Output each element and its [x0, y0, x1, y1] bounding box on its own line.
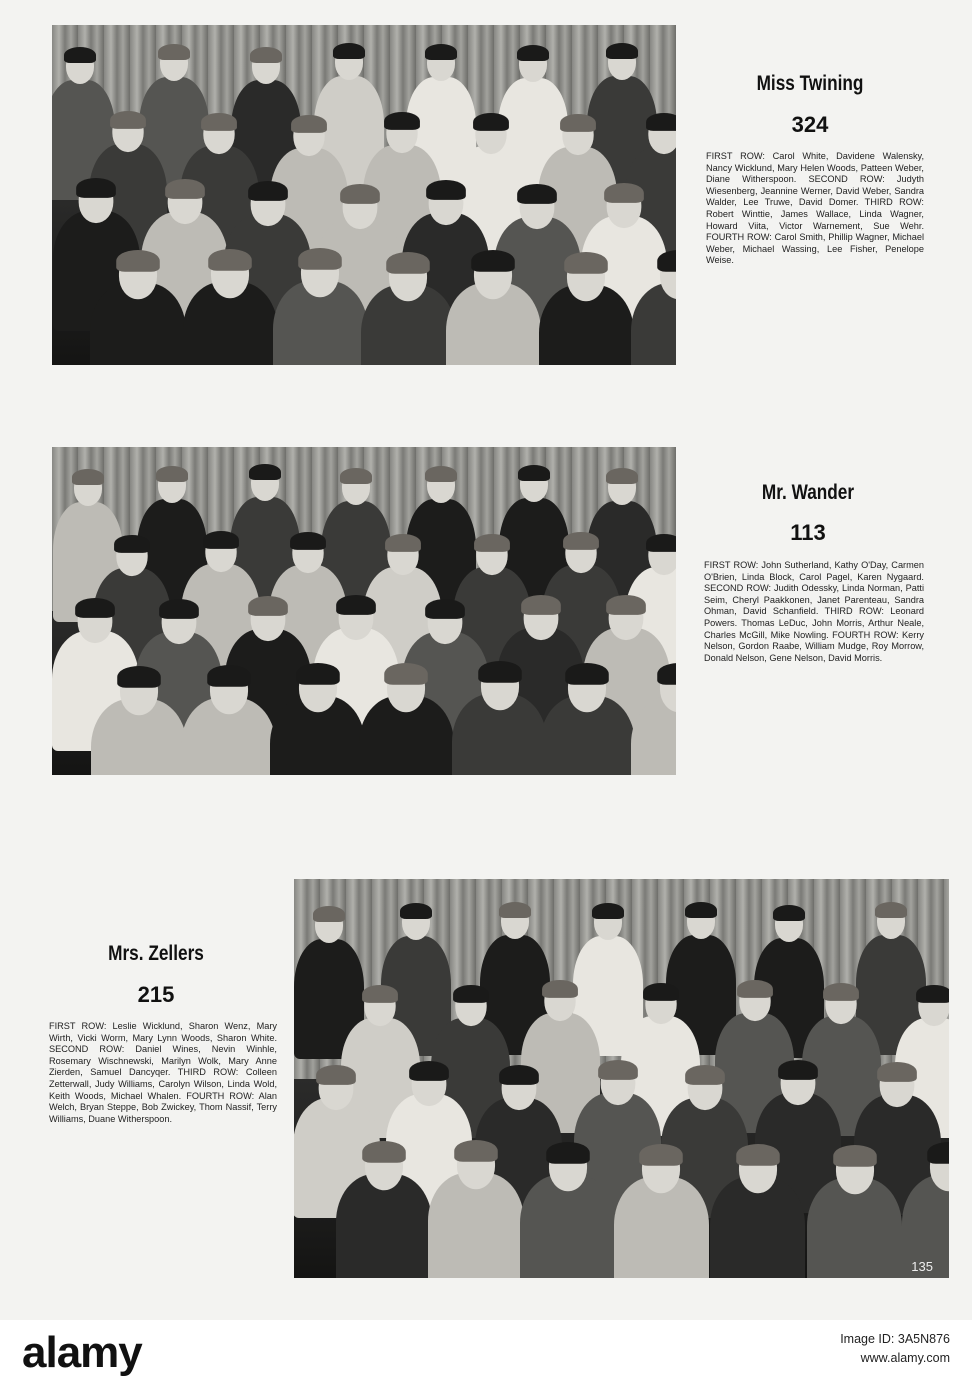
- student-hair: [647, 113, 676, 131]
- student-hair: [928, 1142, 949, 1164]
- student-silhouette: [183, 252, 278, 365]
- section-3-room: 215: [137, 982, 175, 1007]
- section-2-teacher: Mr. Wander: [761, 481, 855, 504]
- student-hair: [518, 465, 550, 481]
- student-hair: [640, 1144, 684, 1166]
- student-hair: [76, 598, 116, 618]
- page-number: 135: [911, 1259, 933, 1274]
- student-silhouette: [614, 1147, 709, 1278]
- student-hair: [646, 534, 676, 552]
- student-hair: [409, 1061, 449, 1081]
- student-hair: [110, 111, 146, 129]
- student-hair: [299, 248, 343, 270]
- section-3-teacher: Mrs. Zellers: [108, 942, 204, 965]
- student-hair: [454, 1140, 498, 1162]
- student-hair: [333, 43, 365, 59]
- student-hair: [248, 181, 288, 201]
- student-hair: [291, 115, 327, 133]
- student-silhouette: [520, 1145, 615, 1278]
- student-hair: [824, 983, 860, 1001]
- student-hair: [165, 179, 205, 199]
- section-1-caption: FIRST ROW: Carol White, Davidene Walensky, Nancy Wicklund, Mary Helen Woods, Patteen Weber, Diane Witherspoon. SECOND ROW: Judyth Wiesenberg, Jeannine Werner, David Weber, Sandra Walder, Lee Truwe, David Domer. THIRD ROW: Robert Winttie, James Wallace, Linda Wagner, Howard Viita, Victor Warnement, Sue Wehr. FOURTH ROW: Carol Smith, Phillip Wagner, Michael Weber, Michael Wassing, Lee Fisher, Penelope Weise.: [706, 151, 924, 266]
- student-hair: [685, 902, 717, 918]
- student-hair: [592, 903, 624, 919]
- student-hair: [564, 252, 608, 274]
- student-hair: [546, 1142, 590, 1164]
- student-hair: [248, 596, 288, 616]
- section-2-room: 113: [790, 520, 826, 545]
- student-hair: [117, 666, 161, 688]
- student-hair: [426, 599, 466, 619]
- student-hair: [425, 466, 457, 482]
- student-hair: [657, 663, 676, 685]
- student-hair: [250, 47, 282, 63]
- student-hair: [606, 595, 646, 615]
- student-hair: [201, 113, 237, 131]
- class-photo-mr-wander: [52, 447, 676, 775]
- student-hair: [156, 466, 188, 482]
- student-silhouette: [540, 666, 635, 775]
- student-silhouette: [270, 666, 365, 775]
- student-hair: [76, 178, 116, 198]
- student-hair: [340, 184, 380, 204]
- class-photo-mrs-zellers: [294, 879, 949, 1278]
- student-hair: [737, 980, 773, 998]
- alamy-logo: alamy: [22, 1328, 142, 1377]
- student-silhouette: [631, 666, 676, 775]
- student-hair: [875, 902, 907, 918]
- student-hair: [517, 45, 549, 61]
- student-hair: [64, 47, 96, 63]
- student-hair: [384, 112, 420, 130]
- student-hair: [499, 1065, 539, 1085]
- student-hair: [340, 468, 372, 484]
- student-hair: [313, 906, 345, 922]
- student-hair: [387, 252, 431, 274]
- student-hair: [116, 250, 160, 272]
- student-hair: [363, 985, 399, 1003]
- student-hair: [159, 599, 199, 619]
- student-silhouette: [91, 669, 186, 775]
- student-hair: [385, 534, 421, 552]
- student-hair: [114, 535, 150, 553]
- section-1-teacher: Miss Twining: [756, 72, 864, 95]
- student-hair: [207, 665, 251, 687]
- student-hair: [499, 902, 531, 918]
- student-hair: [336, 595, 376, 615]
- class-photo-miss-twining: [52, 25, 676, 365]
- student-hair: [517, 184, 557, 204]
- student-hair: [916, 985, 949, 1003]
- student-silhouette: [452, 664, 547, 775]
- student-silhouette: [336, 1144, 431, 1278]
- student-silhouette: [181, 668, 276, 775]
- student-hair: [657, 250, 676, 272]
- student-hair: [203, 531, 239, 549]
- watermark-url: www.alamy.com: [860, 1351, 950, 1365]
- student-hair: [598, 1060, 638, 1080]
- section-3-caption: FIRST ROW: Leslie Wicklund, Sharon Wenz, Mary Wirth, Vicki Worm, Mary Lynn Woods, Sharon White. SECOND ROW: Daniel Wines, Nevin Winhle, Rosemary Wischnewski, Marilyn Wolk, Mary Anne Zierden, Samuel Dancyqer. THIRD ROW: Colleen Zetterwall, Judy Williams, Carolyn Wilson, Linda Wold, Keith Woods, Michael Whalen. FOURTH ROW: Alan Welch, Bryan Steppe, Bob Zwickey, Thom Nassif, Terry Williams, Duane Witherspoon.: [49, 1021, 277, 1124]
- student-hair: [736, 1144, 780, 1166]
- student-hair: [384, 663, 428, 685]
- student-silhouette: [710, 1147, 805, 1278]
- student-hair: [643, 983, 679, 1001]
- student-hair: [606, 43, 638, 59]
- student-silhouette: [446, 253, 541, 365]
- student-hair: [566, 663, 610, 685]
- student-silhouette: [428, 1143, 523, 1278]
- image-id: Image ID: 3A5N876: [840, 1332, 950, 1346]
- watermark-info: [840, 1330, 950, 1368]
- student-hair: [362, 1141, 406, 1163]
- student-silhouette: [539, 255, 634, 365]
- student-hair: [208, 249, 252, 271]
- student-hair: [474, 534, 510, 552]
- watermark-bar: [0, 1320, 972, 1390]
- student-hair: [426, 180, 466, 200]
- student-silhouette: [807, 1148, 902, 1278]
- section-1-room: 324: [791, 112, 829, 137]
- student-silhouette: [902, 1145, 949, 1278]
- student-hair: [317, 1065, 357, 1085]
- student-hair: [473, 113, 509, 131]
- student-silhouette: [359, 666, 454, 775]
- student-silhouette: [361, 255, 456, 365]
- student-hair: [542, 980, 578, 998]
- student-hair: [290, 532, 326, 550]
- student-hair: [425, 44, 457, 60]
- student-hair: [400, 903, 432, 919]
- student-hair: [521, 595, 561, 615]
- student-hair: [778, 1060, 818, 1080]
- student-silhouette: [273, 251, 368, 365]
- student-silhouette: [631, 253, 676, 365]
- student-hair: [877, 1062, 917, 1082]
- student-hair: [563, 532, 599, 550]
- student-hair: [158, 44, 190, 60]
- student-hair: [685, 1065, 725, 1085]
- student-hair: [453, 985, 489, 1003]
- student-hair: [560, 114, 596, 132]
- student-hair: [773, 905, 805, 921]
- student-hair: [472, 250, 516, 272]
- student-hair: [604, 183, 644, 203]
- section-2-caption: FIRST ROW: John Sutherland, Kathy O'Day, Carmen O'Brien, Linda Block, Carol Pagel, Karen Nygaard. SECOND ROW: Judith Odessky, Linda Norman, Patti Seim, Cheryl Paakkonen, Janet Parenteau, Sandra Ohman, David Schanfield. THIRD ROW: Leonard Powers. Thomas LeDuc, John Morris, Arthur Neale, Charles McGill, Mike Nowling. FOURTH ROW: Kerry Nelson, Gordon Raabe, William Mudge, Roy Morrow, Donald Nelson, Gene Nelson, David Morris.: [704, 560, 924, 663]
- student-hair: [606, 468, 638, 484]
- student-hair: [833, 1145, 877, 1167]
- student-hair: [72, 469, 104, 485]
- student-hair: [296, 663, 340, 685]
- student-hair: [249, 464, 281, 480]
- student-hair: [478, 661, 522, 683]
- student-silhouette: [90, 253, 185, 365]
